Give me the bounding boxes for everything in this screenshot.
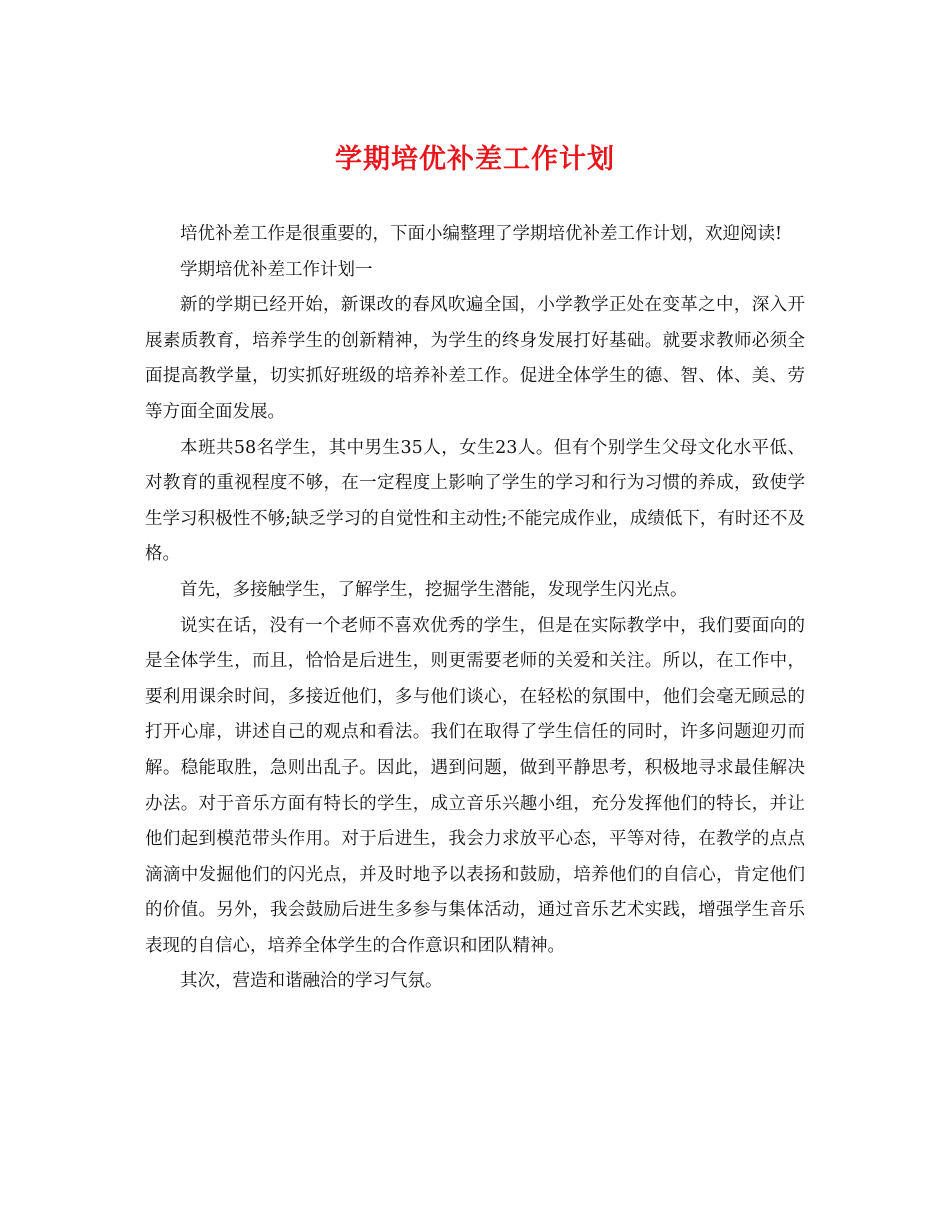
body-paragraph: 首先，多接触学生，了解学生，挖掘学生潜能，发现学生闪光点。 <box>180 579 688 600</box>
body-paragraph: 新的学期已经开始，新课改的春风吹遍全国，小学教学正处在变革之中，深入开展素质教育，培养学生的创新精神，为学生的终身发展打好基础。就要求教师必须全面提高教学量，切实抓好班级的培养补差工作。促进全体学生的德、智、体、美、劳等方面全面发展。 <box>145 295 805 422</box>
section-heading: 学期培优补差工作计划一 <box>180 259 373 280</box>
body-paragraph: 其次，营造和谐融洽的学习气氛。 <box>180 971 443 992</box>
body-paragraph: 本班共58名学生，其中男生35人，女生23人。但有个别学生父母文化水平低、对教育的重视程度不够，在一定程度上影响了学生的学习和行为习惯的养成，致使学生学习积极性不够;缺乏学习的自觉性和主动性;不能完成作业，成绩低下，有时还不及格。 <box>145 437 805 565</box>
body-paragraph: 说实在话，没有一个老师不喜欢优秀的学生，但是在实际教学中，我们要面向的是全体学生，而且，恰恰是后进生，则更需要老师的关爱和关注。所以，在工作中，要利用课余时间，多接近他们，多与他们谈心，在轻松的氛围中，他们会毫无顾忌的打开心扉，讲述自己的观点和看法。我们在取得了学生信任的同时，许多问题迎刃而解。稳能取胜，急则出乱子。因此，遇到问题，做到平静思考，积极地寻求最佳解决办法。对于音乐方面有特长的学生，成立音乐兴趣小组，充分发挥他们的特长，并让他们起到模范带头作用。对于后进生，我会力求放平心态，平等对待，在教学的点点滴滴中发掘他们的闪光点，并及时地予以表扬和鼓励，培养他们的自信心，肯定他们的价值。另外，我会鼓励后进生多参与集体活动，通过音乐艺术实践，增强学生音乐表现的自信心，培养全体学生的合作意识和团队精神。 <box>145 615 805 956</box>
document-title: 学期培优补差工作计划 <box>335 144 615 175</box>
intro-paragraph: 培优补差工作是很重要的，下面小编整理了学期培优补差工作计划，欢迎阅读! <box>180 224 783 244</box>
document-body <box>145 217 805 1000</box>
